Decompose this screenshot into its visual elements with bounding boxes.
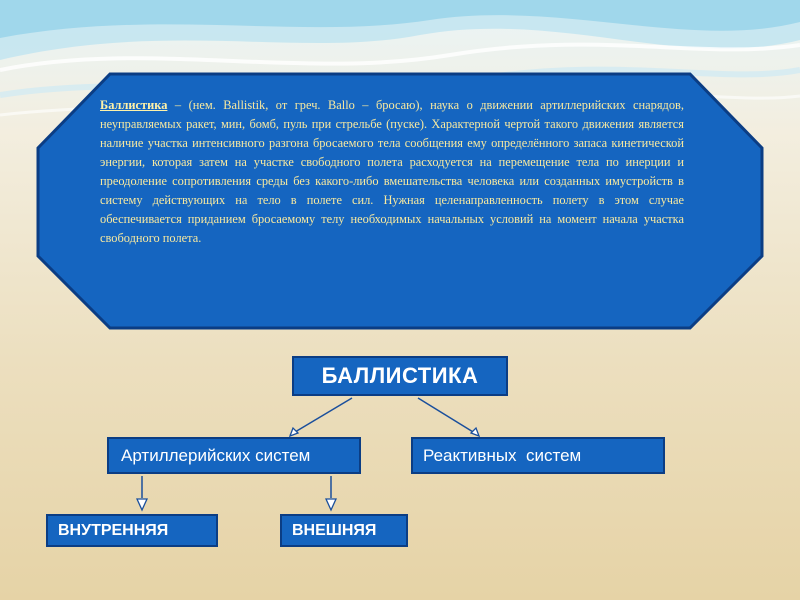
definition-body: – (нем. Ballistik, от греч. Ballo – бросаю), наука о движении артиллерийских снарядов, неуправляемых ракет, мин, бомб, пуль при стрельбе (пуске). Характерной чертой такого движения является наличие участка интенсивного разгона бросаемого тела сообщения ему определённого запаса кинетической энергии, которая затем на участке свободного полета расходуется на перемещение тела по инерции и преодоление сопротивления среды без какого-либо вмешательства человека или созданных имустройств в систему действующих на тело в полете сил. Нужная целенаправленность полету в этом случае обеспечивается приданием бросаемому телу необходимых начальных условий на момент начала участка свободного полета. — [100, 98, 684, 245]
external-ballistics-label: ВНЕШНЯЯ — [292, 521, 377, 539]
external-ballistics-box — [280, 514, 408, 547]
artillery-systems-label: Артиллерийских систем — [121, 445, 311, 465]
definition-text — [100, 96, 684, 248]
reactive-systems-label: Реактивных систем — [423, 445, 582, 465]
internal-ballistics-box — [46, 514, 218, 547]
ballistics-title: БАЛЛИСТИКА — [321, 363, 479, 388]
internal-ballistics-label: ВНУТРЕННЯЯ — [58, 521, 169, 539]
artillery-systems-box — [107, 437, 361, 474]
reactive-systems-box — [411, 437, 665, 474]
ballistics-title-box — [292, 356, 508, 396]
definition-term: Баллистика — [100, 98, 168, 112]
